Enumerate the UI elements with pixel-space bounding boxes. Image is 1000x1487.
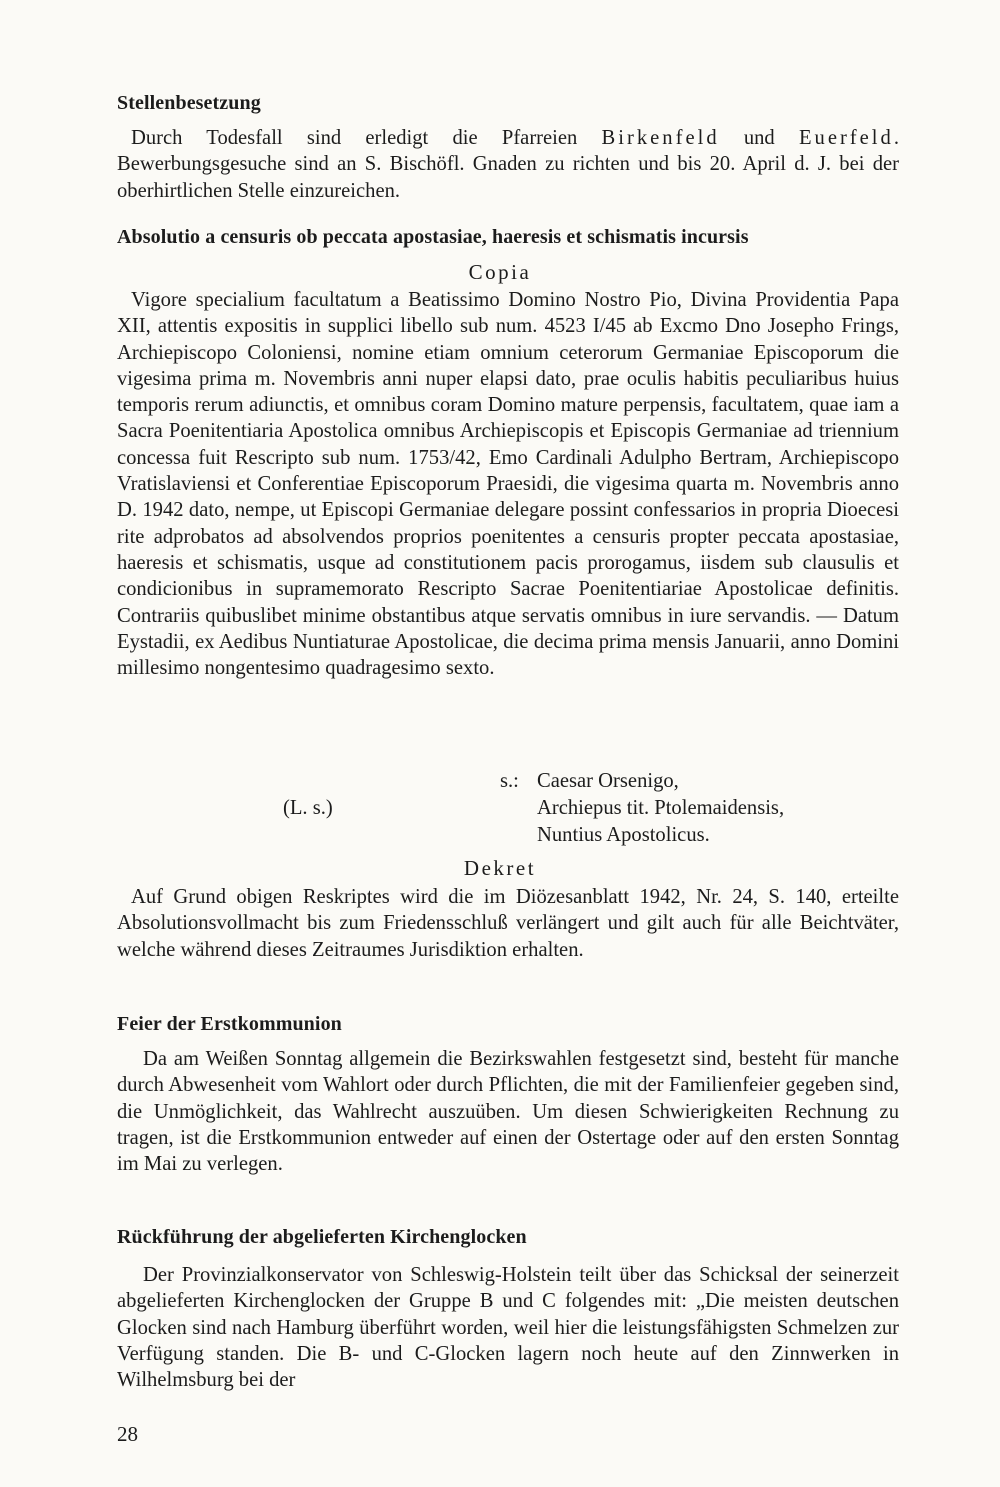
erstkommunion-body: Da am Weißen Sonntag allgemein die Bezirkswahlen festgesetzt sind, besteht für manche durch Abwesenheit vom Wahlort oder durch Pflichten, die mit der Familienfeier gegeben sind, die Unmöglichkeit, das Wahlrecht auszuüben. Um diesen Schwierigkeiten Rechnung zu tragen, ist die Erstkommunion entweder auf einen der Ostertage oder auf den ersten Sonntag im Mai zu verlegen. (117, 1048, 899, 1176)
place-euerfeld: Euerfeld (798, 127, 894, 149)
stellen-text-a: Durch Todesfall sind erledigt die Pfarreien (131, 127, 602, 149)
subtitle-copia: Copia (468, 260, 532, 284)
glocken-body: Der Provinzialkonservator von Schleswig-Holstein teilt über das Schicksal der seinerzeit abgelieferten Kirchenglocken der Gruppe B und C folgendes mit: „Die meisten deutschen Glocken sind nach Hamburg überführt worden, weil hier die leistungsfähigsten Schmelzen zur Verfügung standen. Die B- und C-Glocken lagern noch heute auf den Zinnwerken in Wilhelmsburg bei der (117, 1264, 899, 1392)
paragraph-dekret (117, 884, 899, 963)
stellen-text-c: . Bewerbungsgesuche sind an S. Bischöfl. Gnaden zu richten und bis 20. April d. J. bei der oberhirtlichen Stelle einzureichen. (117, 127, 899, 202)
dekret-body: Auf Grund obigen Reskriptes wird die im Diözesanblatt 1942, Nr. 24, S. 140, erteilte Absolutionsvollmacht bis zum Friedensschluß verlängert und gilt auch für alle Beichtväter, welche während dieses Zeitraumes Jurisdiktion erhalten. (117, 886, 899, 961)
paragraph-erstkommunion (117, 1046, 899, 1177)
seal-ls: (L. s.) (283, 797, 333, 819)
signature-role: Nuntius Apostolicus. (537, 824, 710, 846)
heading-absolutio: Absolutio a censuris ob peccata apostasiae, haeresis et schismatis incursis (117, 226, 749, 248)
signature-name: Caesar Orsenigo, (537, 770, 679, 792)
heading-stellenbesetzung: Stellenbesetzung (117, 92, 261, 114)
place-birkenfeld: Birkenfeld (601, 127, 720, 149)
subtitle-dekret: Dekret (463, 856, 537, 880)
signature-prefix: s.: (500, 770, 519, 792)
paragraph-absolutio (117, 287, 899, 681)
heading-erstkommunion: Feier der Erstkommunion (117, 1013, 342, 1035)
absolutio-body: Vigore specialium facultatum a Beatissimo Domino Nostro Pio, Divina Providentia Papa XII, attentis expositis in supplici libello sub num. 4523 I/45 ab Excmo Dno Josepho Frings, Archiepiscopo Coloniensi, nomine etiam omnium ceterorum Germaniae Episcoporum die vigesima prima m. Novembris anni nuper elapsi dato, prae oculis habitis peculiaribus huius temporis rerum adiunctis, et omnibus coram Domino mature perpensis, facultatem, quae iam a Sacra Poenitentiaria Apostolica omnibus Archiepiscopis et Episcopis Germaniae ad triennium concessa fuit Rescripto sub num. 1753/42, Emo Cardinali Adulpho Bertram, Archiepiscopo Vratislaviensi et Conferentiae Episcoporum Praesidi, die vigesima quarta m. Novembris anno D. 1942 dato, nempe, ut Episcopi Germaniae delegare possint confessarios in propria Dioecesi rite adprobatos ad absolvendos proprios poenitentes a censuris propter peccata apostasiae, haeresis et schismatis, usque ad constitutionem pacis prorogamus, iisdem sub clausulis et condicionibus in supramemorato Rescripto Sacrae Poenitentiariae Apostolicae definitis. Contrariis quibuslibet minime obstantibus atque servatis omnibus in iure servandis. — Datum Eystadii, ex Aedibus Nuntiaturae Apostolicae, die decima prima mensis Januarii, anno Domini millesimo nongentesimo quadragesimo sexto. (117, 289, 899, 680)
paragraph-stellenbesetzung (117, 125, 899, 204)
page-number: 28 (117, 1422, 138, 1446)
signature-title: Archiepus tit. Ptolemaidensis, (537, 797, 785, 819)
stellen-text-b: und (719, 127, 799, 149)
heading-kirchenglocken: Rückführung der abgelieferten Kirchenglocken (117, 1226, 527, 1248)
paragraph-kirchenglocken (117, 1262, 899, 1393)
